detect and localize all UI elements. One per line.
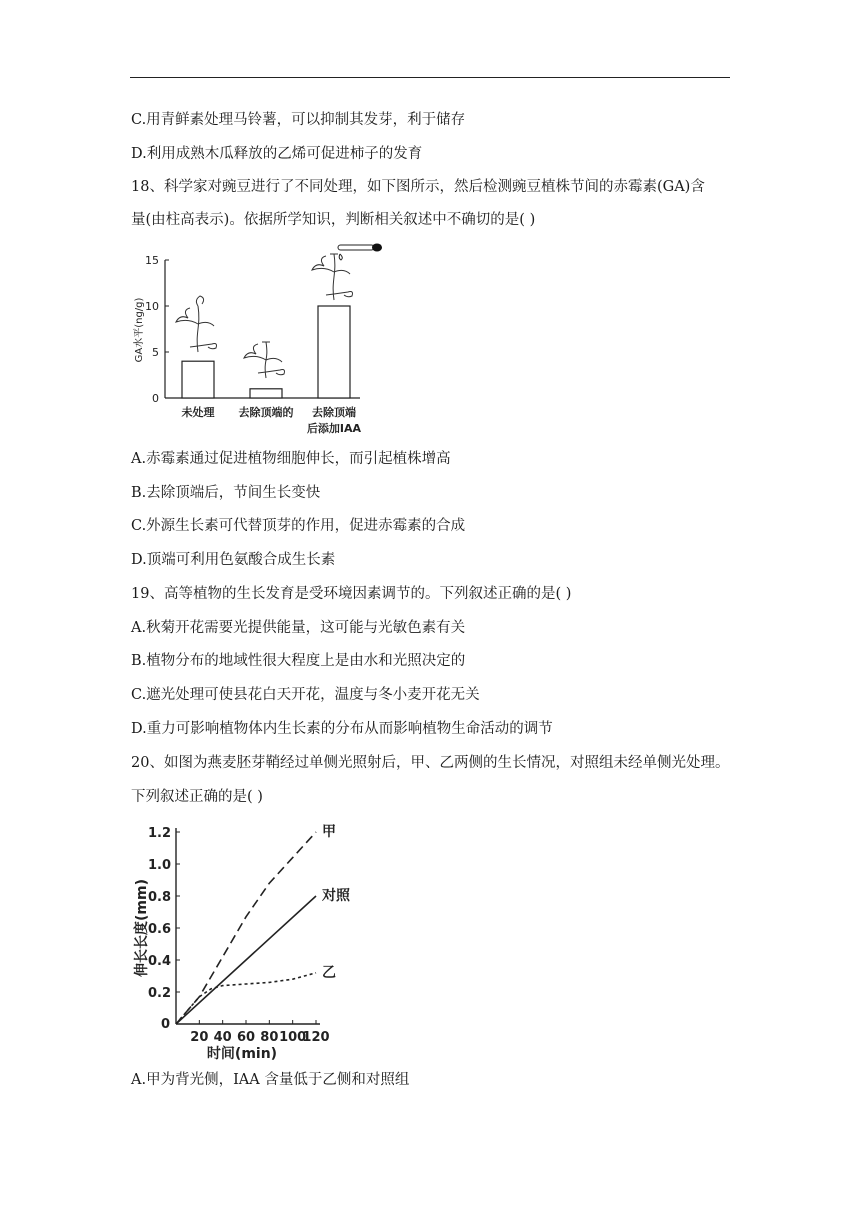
plant-leaf [312,256,350,274]
x-tick-label: 40 [213,1030,232,1045]
x-tick-label: 60 [236,1030,256,1045]
q19-option-b: B.植物分布的地域性很大程度上是由水和光照决定的 [131,653,466,669]
y-tick-label: 0.4 [147,954,171,969]
plant-leaf [176,308,214,326]
bar [182,361,214,398]
q19-option-c: C.遮光处理可使县花白天开花，温度与冬小麦开花无关 [131,687,480,703]
plant-stem [197,306,199,352]
y-tick-label: 1.0 [147,858,171,873]
q20-stem-line1: 20、如图为燕麦胚芽鞘经过单侧光照射后，甲、乙两侧的生长情况，对照组未经单侧光处理。 [131,755,730,771]
category-label: 未处理 [181,406,215,419]
plant-leaf [244,344,282,362]
q19-option-d: D.重力可影响植物体内生长素的分布从而影响植物生命活动的调节 [131,721,553,737]
y-tick-label: 5 [152,346,159,359]
y-axis-label: 伸长长度(mm) [134,879,150,977]
q17-option-d: D.利用成熟木瓜释放的乙烯可促进柿子的发育 [131,146,423,162]
dropper-bulb [372,244,382,252]
plant-stem [333,254,335,300]
q20-stem-line2: 下列叙述正确的是( ) [131,789,263,805]
q18-option-d: D.顶端可利用色氨酸合成生长素 [131,552,336,568]
category-label: 后添加IAA [306,422,362,435]
y-tick-label: 0 [152,392,159,405]
q18-stem-line2: 量(由柱高表示)。依据所学知识，判断相关叙述中不确切的是( ) [131,212,536,228]
bar [318,306,350,398]
q19-stem: 19、高等植物的生长发育是受环境因素调节的。下列叙述正确的是( ) [131,586,572,602]
series-line [176,832,316,1024]
x-tick-label: 100 [279,1030,307,1045]
pea-plant-untreated [176,296,217,352]
q18-option-c: C.外源生长素可代替顶芽的作用，促进赤霉素的合成 [131,518,466,534]
bar [250,389,282,398]
ga-bar-chart [128,240,458,440]
plant-node [190,344,217,349]
y-tick-label: 15 [145,254,159,267]
plant-node [258,370,285,375]
y-tick-label: 0.6 [147,922,171,937]
header-rule [130,77,730,78]
x-tick-label: 20 [190,1030,209,1045]
series-label: 甲 [322,824,336,840]
q18-option-a: A.赤霉素通过促进植物细胞伸长，而引起植株增高 [131,451,451,467]
series-line [176,896,316,1024]
q20-option-a: A.甲为背光侧，IAA 含量低于乙侧和对照组 [131,1072,410,1088]
plant-apex [196,296,203,306]
q17-option-c: C.用青鲜素处理马铃薯，可以抑制其发芽，利于储存 [131,112,466,128]
y-tick-label: 10 [145,300,159,313]
y-tick-label: 1.2 [147,826,171,841]
plant-node [326,292,353,297]
x-tick-label: 120 [302,1030,330,1045]
series-label: 对照 [322,888,350,904]
y-axis-label: GA水平(ng/g) [134,297,145,363]
x-tick-label: 80 [260,1030,279,1045]
q18-option-b: B.去除顶端后，节间生长变快 [131,485,321,501]
y-tick-label: 0.2 [147,986,171,1001]
pea-plant-decapitated [244,342,285,378]
x-axis-label: 时间(min) [206,1046,278,1062]
elongation-line-chart [128,818,360,1063]
dropper-tube [338,245,374,250]
origin-label: 0 [160,1017,170,1032]
q18-stem-line1: 18、科学家对豌豆进行了不同处理，如下图所示，然后检测豌豆植株节间的赤霉素(GA)含 [131,179,705,195]
category-label: 去除顶端的 [238,406,294,419]
pea-plant-iaa [312,254,353,300]
category-label: 去除顶端 [312,406,356,419]
y-tick-label: 0.8 [147,890,171,905]
q19-option-a: A.秋菊开花需要光提供能量，这可能与光敏色素有关 [131,620,466,636]
series-label: 乙 [322,964,336,981]
iaa-drop [339,254,342,260]
